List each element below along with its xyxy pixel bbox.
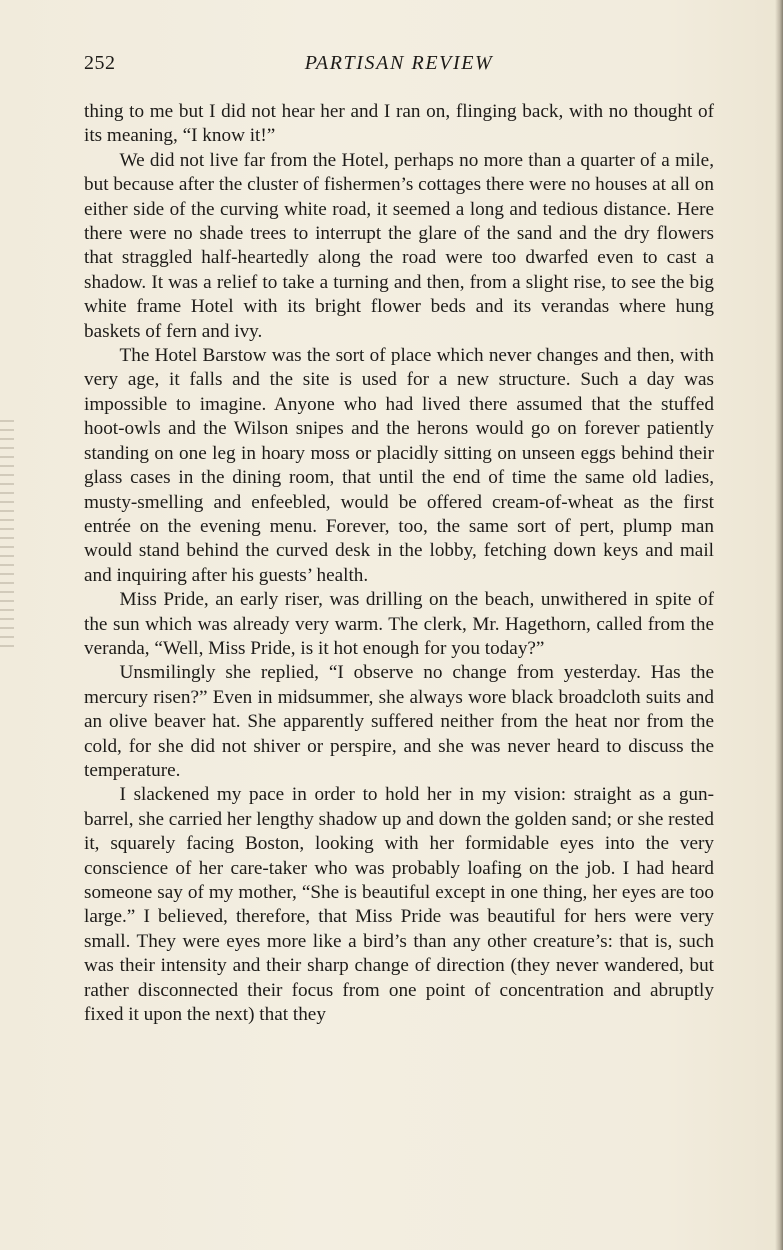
page-binding-shadow — [775, 0, 783, 1250]
paragraph: We did not live far from the Hotel, perhaps no more than a quarter of a mile, but because after the cluster of fishermen’s cottages there were no houses at all on either side of the curving white road, it seemed a long and tedious distance. Here there were no shade trees to interrupt the glare of the sand and the dry flowers that straggled half-heartedly along the road were too dwarfed even to cast a shadow. It was a relief to take a turning and then, from a slight rise, to see the big white frame Hotel with its bright flower beds and its verandas where hung baskets of fern and ivy. — [84, 149, 714, 342]
page-number: 252 — [84, 52, 116, 74]
paragraph: Miss Pride, an early riser, was drilling on the beach, unwithered in spite of the sun which was already very warm. The clerk, Mr. Hagethorn, called from the veranda, “Well, Miss Pride, is it hot enough for you today?” — [84, 589, 714, 659]
body-text — [84, 100, 714, 1027]
paragraph: Unsmilingly she replied, “I observe no change from yesterday. Has the mercury risen?” Even in midsummer, she always wore black broadcloth suits and an olive beaver hat. She apparently suffered neither from the heat nor from the cold, for she did not shiver or perspire, and she was never heard to discuss the temperature. — [84, 662, 714, 781]
paragraph: I slackened my pace in order to hold her in my vision: straight as a gun-barrel, she carried her lengthy shadow up and down the golden sand; or she rested it, squarely facing Boston, looking with her formidable eyes into the very conscience of her care-taker who was probably loafing on the job. I had heard someone say of my mother, “She is beautiful except in one thing, her eyes are too large.” I believed, therefore, that Miss Pride was beautiful for hers were very small. They were eyes more like a bird’s than any other creature’s: that is, such was their intensity and their sharp change of direction (they never wandered, but rather disconnected their focus from one point of concentration and abruptly fixed it upon the next) that they — [84, 784, 714, 1026]
page-header — [84, 52, 714, 84]
paragraph-continued: thing to me but I did not hear her and I ran on, flinging back, with no thought of its meaning, “I know it!” — [84, 101, 714, 147]
running-head: PARTISAN REVIEW — [304, 52, 494, 74]
page-edge-marks — [0, 420, 14, 650]
paragraph: The Hotel Barstow was the sort of place which never changes and then, with very age, it falls and the site is used for a new structure. Such a day was impossible to imagine. Anyone who had lived there assumed that the stuffed hoot-owls and the Wilson snipes and the herons would go on forever patiently standing on one leg in hoary moss or placidly sitting on unseen eggs behind their glass cases in the dining room, that until the end of time the same old ladies, musty-smelling and enfeebled, would be offered cream-of-wheat as the first entrée on the evening menu. Forever, too, the same sort of pert, plump man would stand behind the curved desk in the lobby, fetching down keys and mail and inquiring after his guests’ health. — [84, 345, 714, 586]
